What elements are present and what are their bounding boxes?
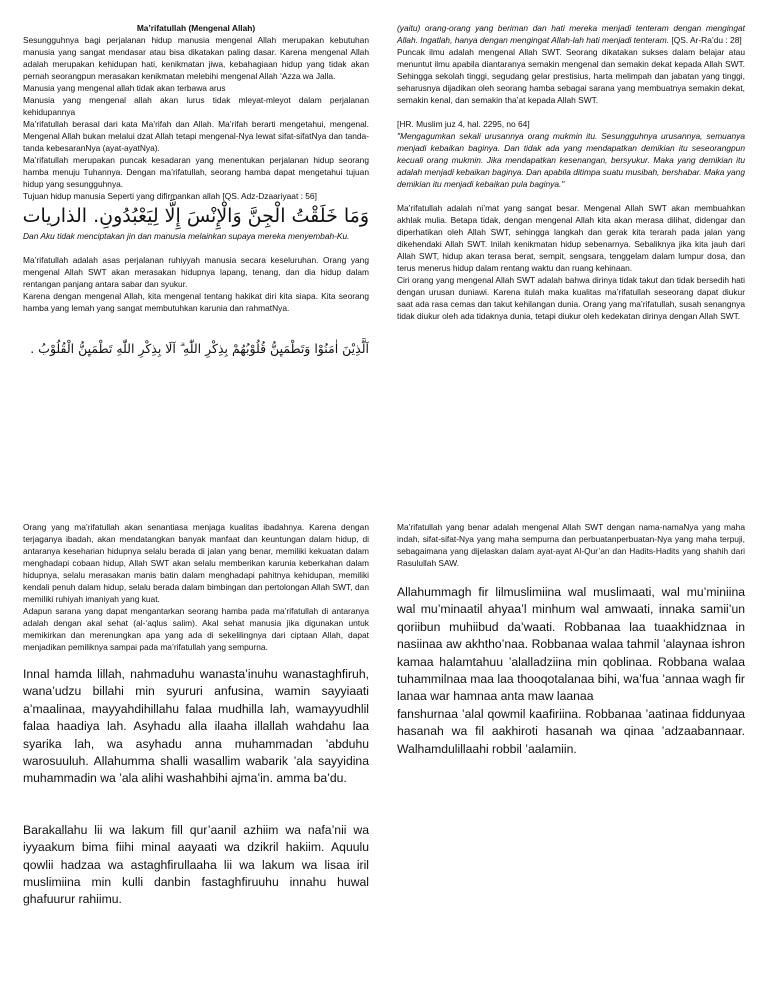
spacer [397,106,745,118]
verse-translation: Dan Aku tidak menciptakan jin dan manusia melainkan supaya mereka menyembah-Ku. [23,231,350,241]
doa-part-2: fanshurnaa ’alal qowmil kaafiriina. Robbanaa ’aatinaa fiddunyaa hasanah wa fil aakhiroti hasanah wa qinaa ’adzaabannaar. Walhamdulillaahi robbil ’aalamiin. [397,706,745,756]
paragraph: Karena dengan mengenal Allah, kita mengenal tentang hakikat diri kita siapa. Kita seorang hamba yang lemah yang sangat membutuhkan karunia dan rahmatNya. [23,291,369,313]
hadith-reference: [HR. Muslim juz 4, hal. 2295, no 64] [397,119,530,129]
paragraph: Puncak ilmu adalah mengenal Allah SWT. Seorang dikatakan sukses dalam belajar atau menuntut ilmu apabila diantaranya semakin mengenal dan semakin dekat kepada Allah SWT. Sehingga sekolah tinggi, segudang gelar prestisius, harta melimpah dan jabatan yang tinggi, seharusnya dijadikan oleh seorang hamba sebagai sarana yang membuatnya semakin dekat, semakin kenal, dan semakin tha’at kepada Allah SWT. [397,47,745,105]
paragraph: Orang yang ma’rifatullah akan senantiasa menjaga kualitas ibadahnya. Karena dengan terjaganya ibadah, akan mendatangkan banyak manfaat dan keuntungan dalam hidup, di antaranya keseharian hidupnya selalu berada di jalan yang benar, memiliki kekuatan dalam menghadapi cobaan hidup, Allah SWT akan selalu memberikan karunia keberkahan dalam hidupnya, selalu merasakan manis batin dalam menghadapi pahitnya kehidupan, memiliki kendali penuh dalam hidup, selalu berada dalam bimbingan dan pertolongan Allah SWT, dan memiliki ruhiyah imaniyah yang kuat. [23,522,369,604]
verse-reference: [QS. Ar-Ra’du : 28] [669,35,742,45]
khutbah-closing: Barakallahu lii wa lakum fill qur’aanil azhiim wa nafa’nii wa iyyaakum bima fiihi minal aayaati wa dzikril hakiim. Aquulu qowlii hadzaa wa astaghfirullaaha lii wa lakum wa lisaa iril muslimiina min kulli danbin fastaghfiruuhu innahu huwal ghafuurur rahiimu. [23,822,369,907]
page-title: Ma’rifatullah (Mengenal Allah) [136,23,256,33]
paragraph: Adapun sarana yang dapat mengantarkan seorang hamba pada ma’rifatullah di antaranya adalah dengan akal sehat (al-‘aqlus salim). Akal sehat manusia jika digunakan untuk memikirkan dan merenungkan apa yang ada di sekelilingnya dari ciptaan Allah, dapat menjadikan pemiliknya sampai pada ma’rifatullah yang sempurna. [23,606,369,652]
bottom-right-column [397,521,745,758]
small-text-block [23,521,369,653]
paragraph: Ma’rifatullah merupakan puncak kesadaran yang menentukan perjalanan hidup seorang hamba menuju Tuhannya. Dengan ma’rifatullah, seorang hamba dapat mengetahui tujuan hidup yang sesungguhnya. [23,155,369,189]
doa-text-block [397,584,745,758]
doa-part-1: Allahummagh fir lilmuslimiina wal muslimaati, wal mu’miniina wal mu’minaatil ahyaa’l minhum wal amwaati, innaka samii’un qoriibun muhiibud da’waati. Robbanaa laa tuaakhidznaa in nasiinaa aw akhtho’naa. Robbanaa walaa tahmil ’alaynaa ishron kamaa halamtahuu ’alalladziina min qoblinaa. Robbana walaa tuhammilnaa maa laa thooqotalanaa bihi, wa’fua ’annaa wagh fir lanaa war hamnaa anta maw laanaa [397,585,745,704]
paragraph: Tujuan hidup manusia Seperti yang difirmankan allah [QS. Adz-Dzaariyaat : 56] [23,191,317,201]
top-right-column [397,22,745,322]
paragraph: Manusia yang mengenal allah tidak akan terbawa arus [23,83,226,93]
paragraph: Ciri orang yang mengenal Allah SWT adalah bahwa dirinya tidak takut dan tidak bersedih hati dengan urusan duniawi. Karena itulah maka kualitas ma’rifatullah seseorang dapat diukur saat ada rasa cemas dan takut kehilangan dunia. Orang yang ma’rifatullah, susah senangnya tidak diukur oleh ada tidaknya dunia, tetapi diukur oleh kedekatan dirinya dengan Allah SWT. [397,275,745,321]
spacer [23,788,369,822]
paragraph: Sesungguhnya bagi perjalanan hidup manusia mengenal Allah merupakan kebutuhan manusia yang sangat mendasar atau bisa dikatakan paling dasar. Karena mengenal Allah adalah merupakan kehidupan hati, kenikmatan jiwa, kebahagiaan hidup yang tidak akan pernah seorangpun merasakan kenikmatan melebihi mengenal Allah ‘Azza wa Jalla. [23,35,369,81]
translation-text: (yaitu) orang-orang yang beriman dan hati mereka menjadi tenteram dengan mengingat Allah. Ingatlah, hanya dengan mengingat Allah-lah hati menjadi tenteram. [397,23,745,45]
top-left-column [23,22,369,362]
bottom-left-column [23,521,369,909]
paragraph: Ma’rifatullah adalah asas perjalanan ruhiyyah manusia secara keseluruhan. Orang yang mengenal Allah SWT akan merasakan hidupnya lapang, tenang, dan dia hidup dalam rentangan panjang antara sabar dan syukur. [23,255,369,289]
paragraph: Manusia yang mengenal allah akan lurus tidak mleyat-mleyot dalam perjalanan kehidupannya [23,95,369,117]
paragraph: Ma’rifatullah yang benar adalah mengenal Allah SWT dengan nama-namaNya yang maha indah, sifat-sifat-Nya yang maha sempurna dan perbuatanperbuatan-Nya yang maha terpuji, sebagaimana yang dijelaskan dalam ayat-ayat Al-Qur’an dan Hadits-Hadits yang shahih dari Rasulullah SAW. [397,522,745,568]
khutbah-text-block [23,666,369,909]
small-text-block [397,521,745,569]
arabic-verse-adz-dzaariyaat: وَمَا خَلَقْتُ الْجِنَّ وَالْإِنْسَ إِلَّا لِيَعْبُدُونِ. الذاريات [22,205,369,227]
hadith-quote: "Mengagumkan sekali urusannya orang mukmin itu. Sesungguhnya urusannya, semuanya menjadi kebaikan baginya. Dan tidak ada yang mendapatkan demikian itu seseorangpun kecuali orang mukmin. Jika mendapatkan kesenangan, bersyukur. Maka yang demikian itu adalah menjadi kebaikan baginya. Dan apabila ditimpa suatu musibah, bershabar. Maka yang demikian itu menjadi kebaikan pula baginya." [397,131,745,189]
paragraph: Ma’rifatullah berasal dari kata Ma’rifah dan Allah. Ma’rifah berarti mengetahui, mengenal. Mengenal Allah bukan melalui dzat Allah tetapi mengenal-Nya lewat sifat-sifatNya dan tanda-tanda kebesaranNya (ayat-ayatNya). [23,119,369,153]
verse-translation [397,22,745,46]
paragraph: Ma’rifatullah adalah ni’mat yang sangat besar. Mengenal Allah SWT akan membuahkan akhlak mulia. Betapa tidak, dengan mengenal Allah kita akan merasa dilihat, didengar dan diperhatikan oleh Allah SWT, sehingga langkah dan gerak kita terarah pada jalan yang dikehendaki Allah SWT. Inilah kenikmatan hidup sebenarnya. Sebaliknya jika kita jauh dari Allah SWT, hidup akan terasa berat, sempit, sengsara, tenggelam dalam lumpur dosa, dan terus menerus hidup dalam rentang waktu dan ruang kehinaan. [397,203,745,273]
arabic-verse-ar-radu: اَلَّذِيْنَ اٰمَنُوْا وَتَطْمَىِٕنُّ قُلُوْبُهُمْ بِذِكْرِ اللّٰهِ ۗ اَلَا بِذِكْرِ اللّٰهِ تَطْمَىِٕنُّ الْقُلُوْبُ . [30,341,369,356]
khutbah-opening: Innal hamda lillah, nahmaduhu wanasta’inuhu wanastaghfiruh, wana’udzu billahi min syururi anfusina, wamin sayyiaati a’maalinaa, mayyahdihillahu falaa mudhilla lah, wamayyudhlil falaa haadiya lah. Asyhadu alla ilaaha illallah wahdahu laa syarika lah, wa asyhadu anna muhammadan ’abduhu warosuuluh. Allahumma shalli wasallim wabarik ’ala sayyidina muhammadin wa ’ala alihi washahbihi ajma’in. amma ba’du. [23,667,369,786]
spacer [23,242,369,254]
spacer [397,190,745,202]
